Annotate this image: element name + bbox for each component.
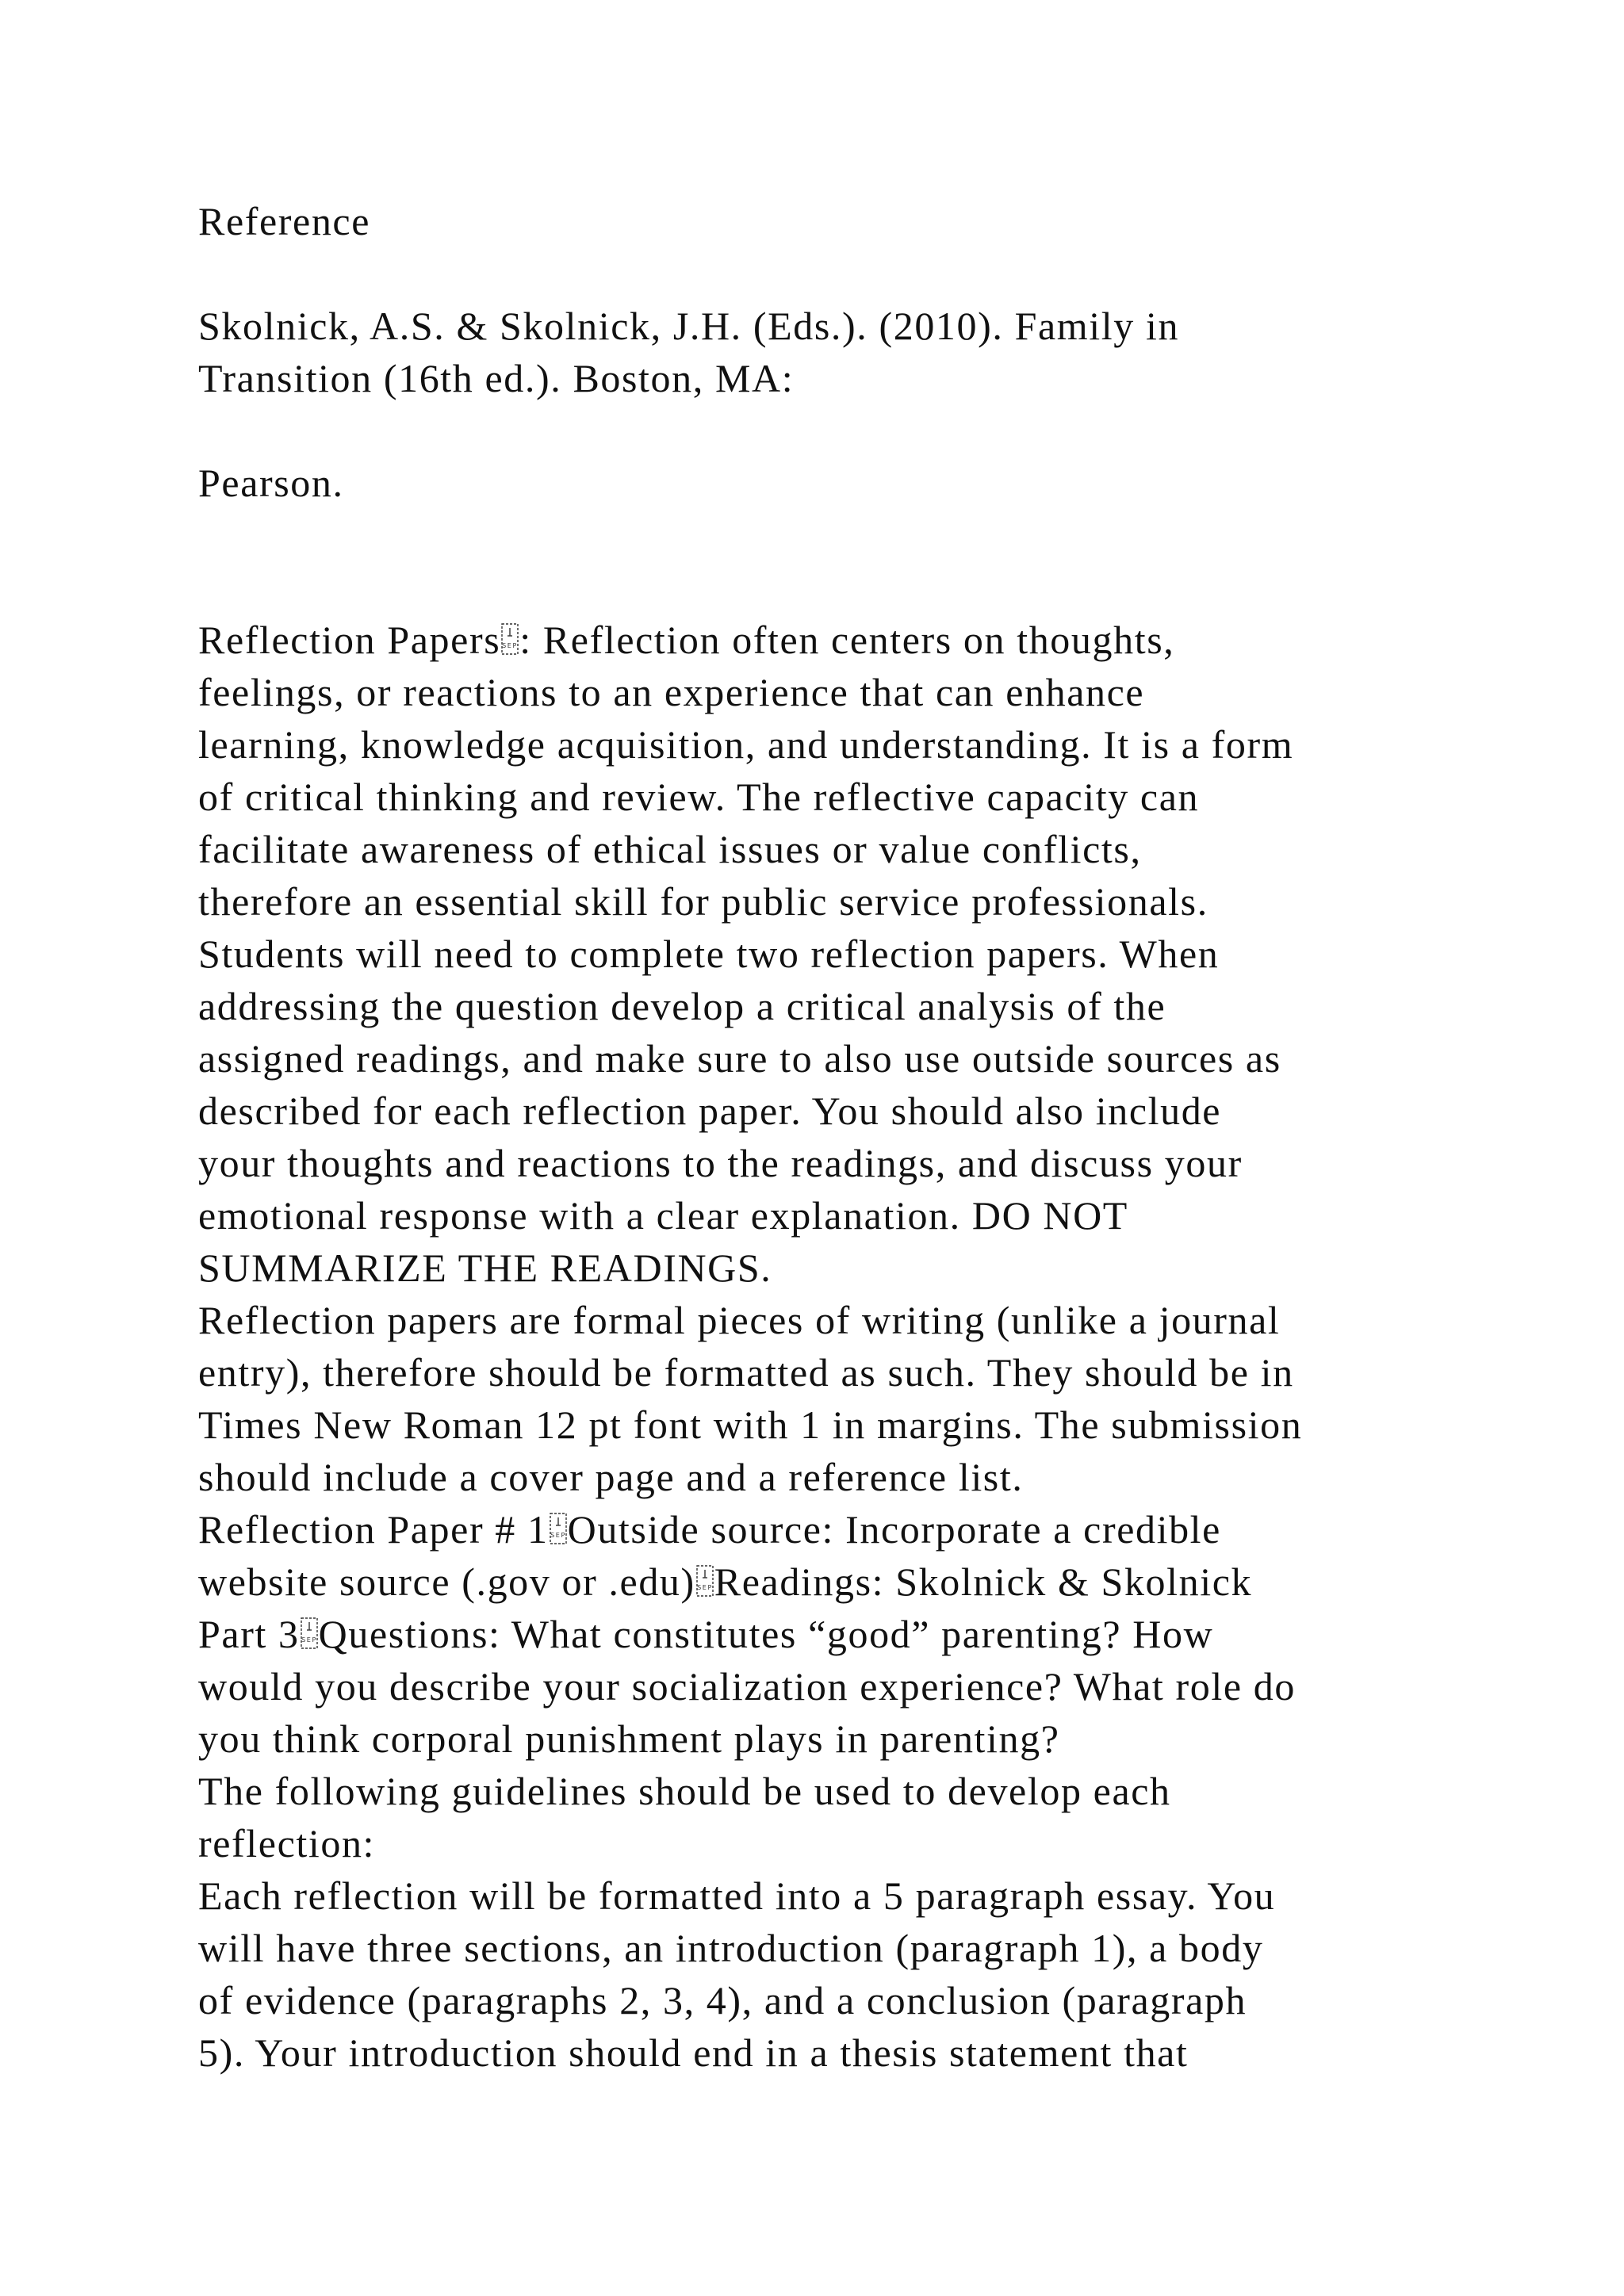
- body-text-segment: Each reflection will be formatted into a 5 paragraph essay. You: [198, 1873, 1276, 1918]
- body-line: [198, 875, 1467, 928]
- body-text-segment: Questions: What constitutes “good” parenting? How: [318, 1612, 1214, 1656]
- body-text-segment: Times New Roman 12 pt font with 1 in margins. The submission: [198, 1402, 1303, 1447]
- body-text-segment: emotional response with a clear explanation. DO NOT: [198, 1193, 1128, 1238]
- body-text-segment: Part 3: [198, 1612, 300, 1656]
- body-text-segment: Reflection Papers: [198, 618, 501, 662]
- citation-line: Transition (16th ed.). Boston, MA:: [198, 356, 795, 400]
- body-text-segment: reflection:: [198, 1821, 376, 1866]
- body-line: [198, 771, 1467, 823]
- publisher: Pearson.: [198, 461, 344, 505]
- citation-block: [198, 300, 1467, 404]
- body-line: [198, 1765, 1467, 1817]
- body-text-segment: SUMMARIZE THE READINGS.: [198, 1246, 772, 1290]
- body-text-segment: addressing the question develop a critical analysis of the: [198, 984, 1166, 1028]
- body-text-segment: 5). Your introduction should end in a thesis statement that: [198, 2030, 1189, 2075]
- body-line: [198, 1242, 1467, 1294]
- body-line: [198, 2026, 1467, 2079]
- body-text-segment: feelings, or reactions to an experience that can enhance: [198, 670, 1145, 714]
- body-line: [198, 1974, 1467, 2026]
- body-line: [198, 823, 1467, 875]
- body-line: [198, 1294, 1467, 1346]
- body-line: [198, 1712, 1467, 1765]
- svg-text:SEP: SEP: [502, 642, 519, 649]
- body-text-segment: learning, knowledge acquisition, and understanding. It is a form: [198, 722, 1294, 767]
- svg-text:SEP: SEP: [550, 1532, 566, 1539]
- body-text-segment: website source (.gov or .edu): [198, 1559, 695, 1604]
- body-text-segment: your thoughts and reactions to the readings, and discuss your: [198, 1141, 1243, 1185]
- body-line: [198, 1556, 1467, 1608]
- body-text-segment: The following guidelines should be used to develop each: [198, 1769, 1171, 1813]
- reference-heading: Reference: [198, 199, 371, 243]
- body-text-segment: Students will need to complete two reflection papers. When: [198, 932, 1220, 976]
- body-line: [198, 1189, 1467, 1242]
- body-line: [198, 1346, 1467, 1399]
- body-text-segment: : Reflection often centers on thoughts,: [519, 618, 1175, 662]
- body-text-segment: should include a cover page and a reference list.: [198, 1455, 1024, 1499]
- body-text-segment: Reflection papers are formal pieces of writing (unlike a journal: [198, 1298, 1281, 1342]
- body-line: [198, 718, 1467, 771]
- citation-line: Skolnick, A.S. & Skolnick, J.H. (Eds.). (2010). Family in: [198, 304, 1180, 348]
- body-text-segment: therefore an essential skill for public service professionals.: [198, 879, 1208, 924]
- body-line: [198, 1869, 1467, 1922]
- body-line: [198, 1137, 1467, 1189]
- body-line: [198, 1451, 1467, 1503]
- separator-glyph-icon: [696, 1565, 714, 1597]
- separator-glyph-icon: [550, 1513, 567, 1544]
- separator-glyph-icon: [301, 1617, 318, 1649]
- body-line: [198, 1922, 1467, 1974]
- body-text-segment: Outside source: Incorporate a credible: [567, 1507, 1221, 1552]
- body-text: [198, 614, 1467, 2079]
- body-line: [198, 614, 1467, 666]
- body-text-segment: of evidence (paragraphs 2, 3, 4), and a conclusion (paragraph: [198, 1978, 1247, 2022]
- svg-text:SEP: SEP: [696, 1584, 713, 1591]
- body-text-segment: Readings: Skolnick & Skolnick: [714, 1559, 1253, 1604]
- body-line: [198, 666, 1467, 718]
- body-line: [198, 1032, 1467, 1085]
- body-text-segment: of critical thinking and review. The reflective capacity can: [198, 775, 1200, 819]
- body-text-segment: entry), therefore should be formatted as such. They should be in: [198, 1350, 1294, 1395]
- body-text-segment: facilitate awareness of ethical issues or value conflicts,: [198, 827, 1142, 871]
- body-line: [198, 1399, 1467, 1451]
- svg-text:SEP: SEP: [301, 1636, 317, 1644]
- body-text-segment: you think corporal punishment plays in parenting?: [198, 1716, 1060, 1761]
- body-text-segment: would you describe your socialization experience? What role do: [198, 1664, 1296, 1709]
- body-text-segment: Reflection Paper # 1: [198, 1507, 549, 1552]
- body-line: [198, 928, 1467, 980]
- body-line: [198, 1085, 1467, 1137]
- body-line: [198, 1503, 1467, 1556]
- body-text-segment: assigned readings, and make sure to also use outside sources as: [198, 1036, 1281, 1081]
- body-text-segment: will have three sections, an introduction (paragraph 1), a body: [198, 1926, 1264, 1970]
- publisher-block: [198, 457, 1467, 509]
- body-line: [198, 1608, 1467, 1660]
- reference-heading-block: [198, 195, 1467, 247]
- body-text-segment: described for each reflection paper. You should also include: [198, 1089, 1222, 1133]
- body-line: [198, 1817, 1467, 1869]
- body-line: [198, 980, 1467, 1032]
- body-line: [198, 1660, 1467, 1712]
- separator-glyph-icon: [501, 623, 519, 655]
